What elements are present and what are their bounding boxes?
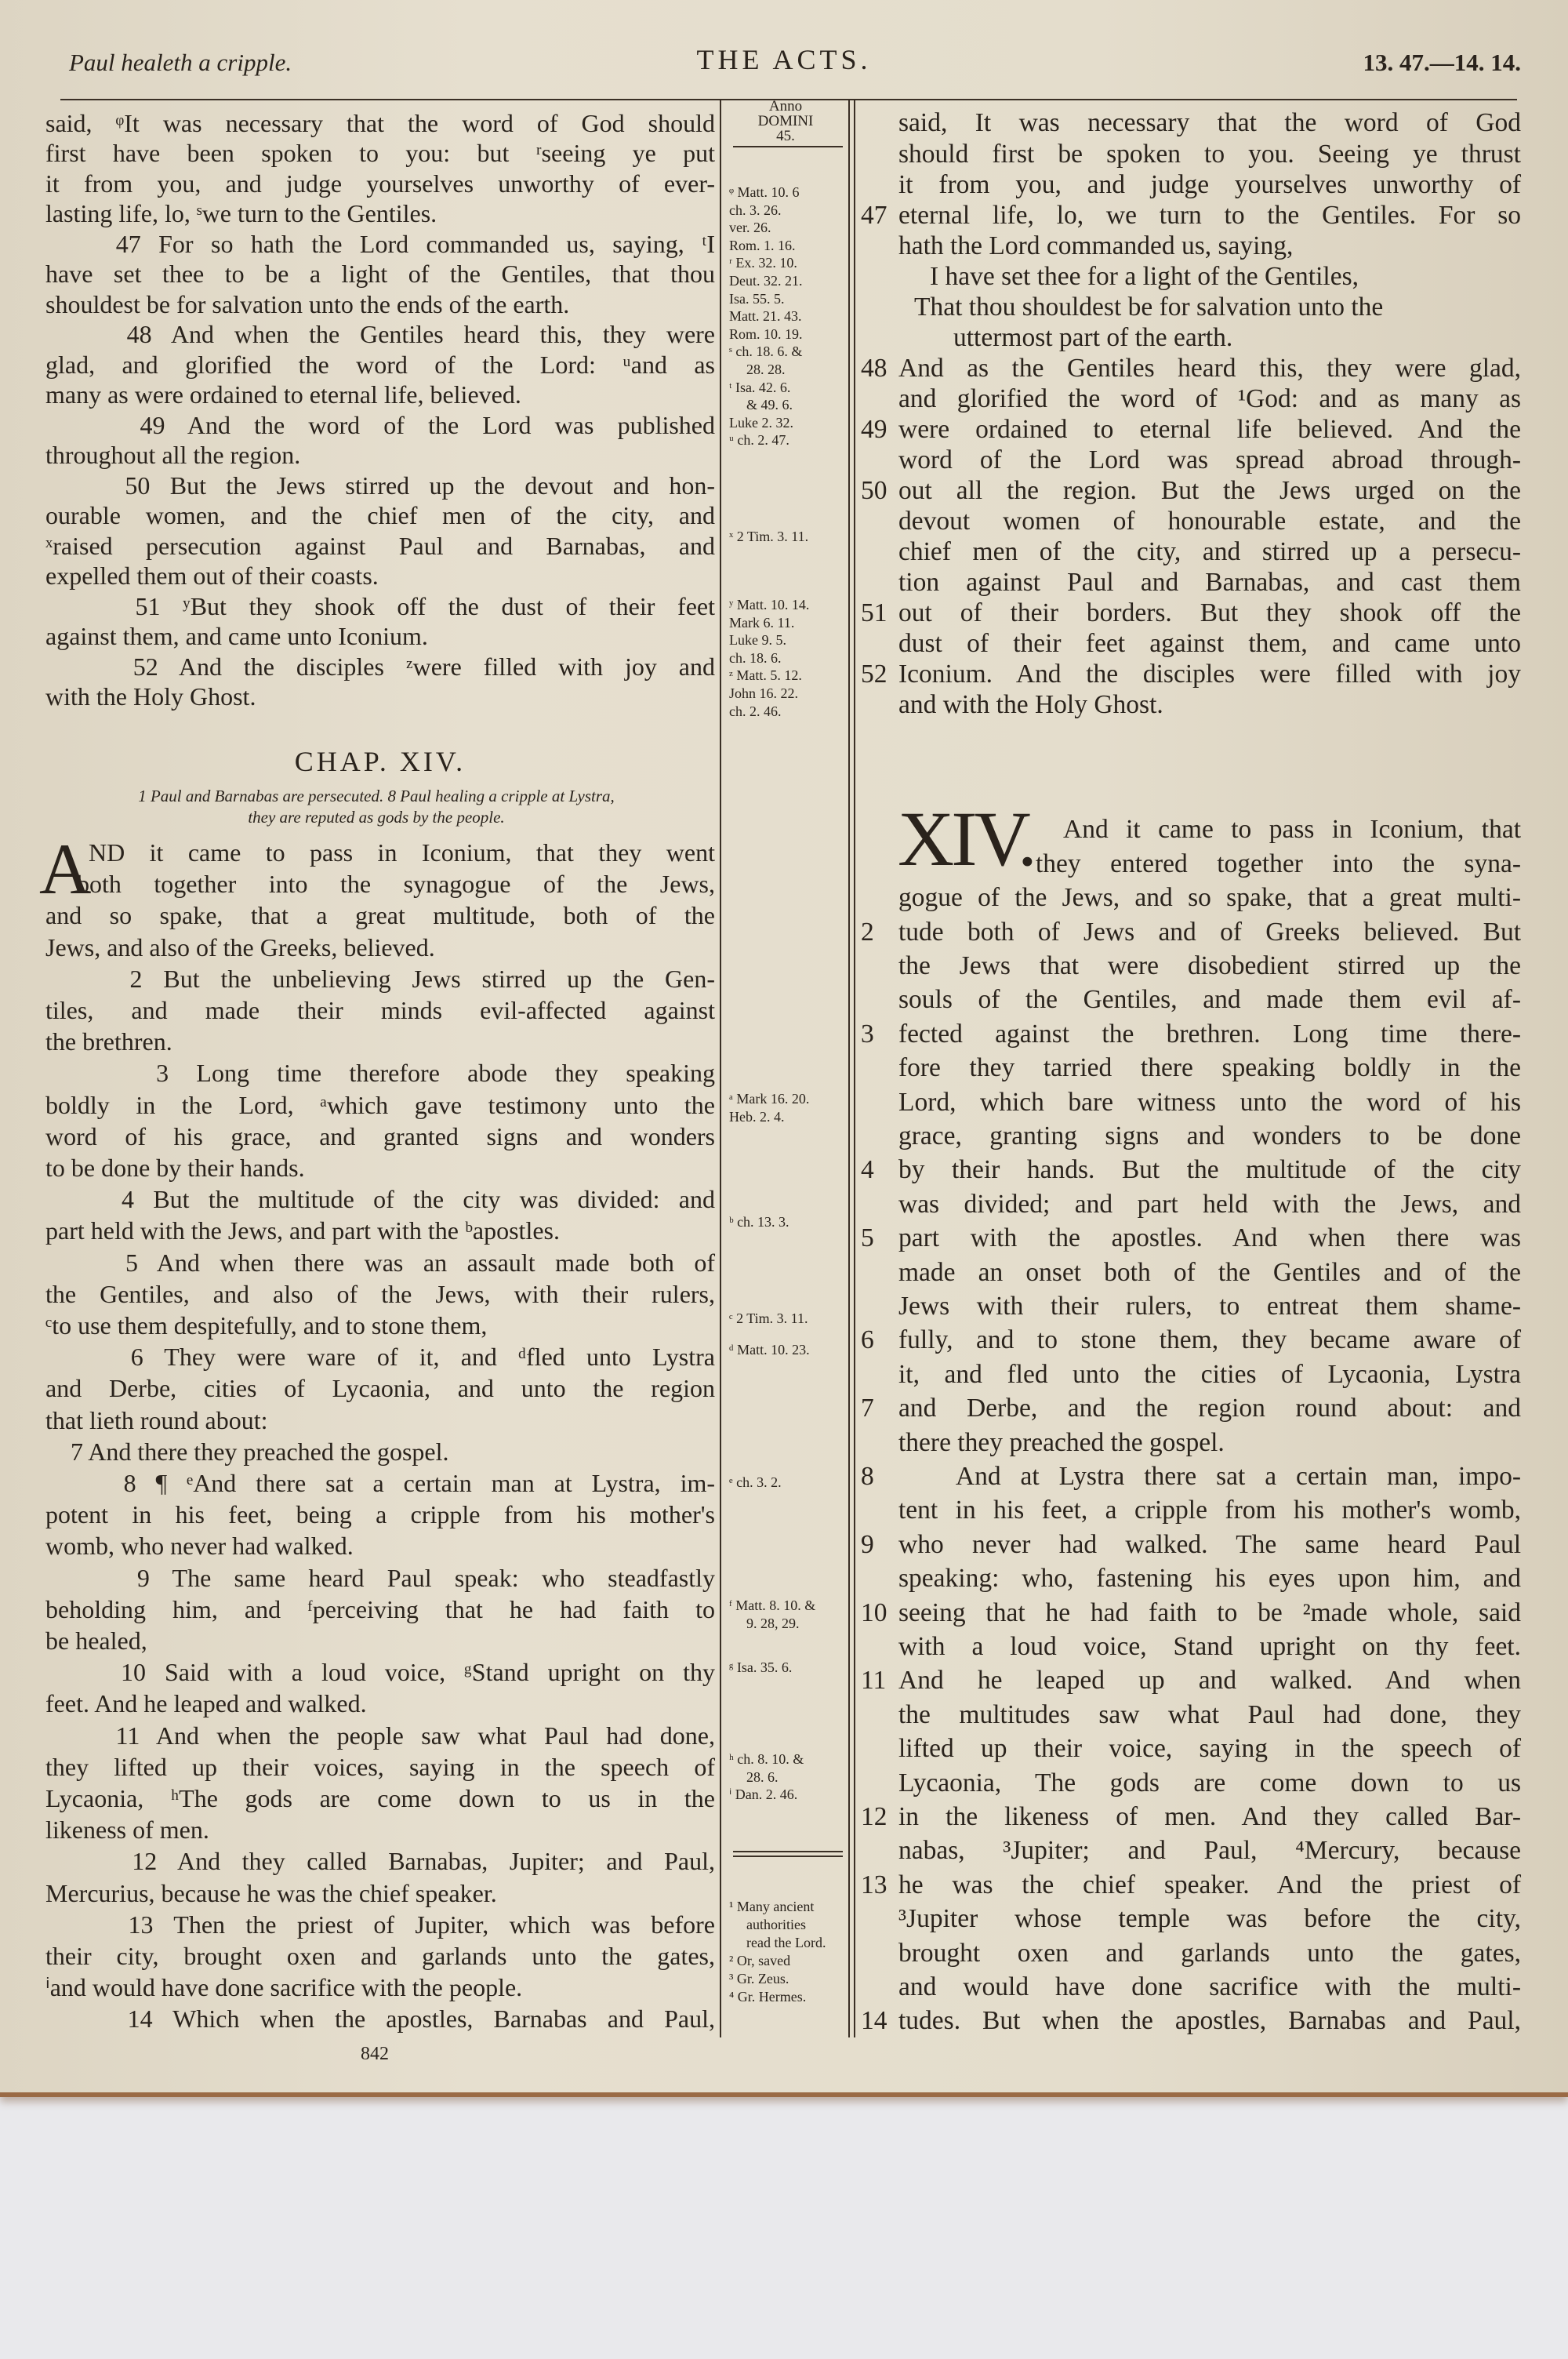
text-line: gogue of the Jews, and so spake, that a great multi- — [898, 883, 1521, 913]
footnote: ³ Gr. Zeus. — [729, 1971, 789, 1986]
cross-reference: Luke 2. 32. — [729, 414, 793, 431]
text-line: likeness of men. — [45, 1816, 209, 1845]
text-line: And as the Gentiles heard this, they were glad, — [898, 353, 1521, 383]
text-line: and Derbe, and the region round about: and — [898, 1394, 1521, 1423]
text-line: 4 But the multitude of the city was divided: and — [45, 1185, 715, 1214]
text-line: hath the Lord commanded us, saying, — [898, 231, 1294, 260]
text-line: should first be spoken to you. Seeing ye thrust — [898, 139, 1521, 169]
cross-reference: ᵉ ch. 3. 2. — [729, 1474, 782, 1490]
cross-reference: ch. 18. 6. — [729, 649, 782, 666]
verse-number: 14 — [861, 2006, 887, 2036]
text-line: ³Jupiter whose temple was before the city, — [898, 1904, 1521, 1934]
text-line: part with the apostles. And when there was — [898, 1223, 1521, 1253]
cross-reference: ⁱ Dan. 2. 46. — [729, 1787, 798, 1803]
text-line: were ordained to eternal life believed. And the — [898, 414, 1521, 444]
text-line: 49 And the word of the Lord was published — [45, 410, 715, 439]
cross-reference: ᶜ 2 Tim. 3. 11. — [729, 1310, 808, 1326]
drop-cap: A — [39, 829, 92, 909]
text-line: uttermost part of the earth. — [953, 322, 1233, 352]
text-line: And it came to pass in Iconium, that — [1063, 815, 1521, 845]
text-line: it from you, and judge yourselves unworthy of ever- — [45, 169, 715, 198]
text-line: 2 But the unbelieving Jews stirred up the Gen- — [45, 964, 715, 993]
footnote: ⁴ Gr. Hermes. — [729, 1989, 807, 2005]
text-line: ⁱand would have done sacrifice with the people. — [45, 1973, 523, 2002]
cross-reference: Mark 6. 11. — [729, 614, 795, 631]
verse-number: 5 — [861, 1223, 874, 1253]
text-line: the brethren. — [45, 1027, 172, 1056]
cross-reference: Deut. 32. 21. — [729, 273, 803, 289]
text-line: fully, and to stone them, they became aware of — [898, 1325, 1521, 1355]
verse-number: 12 — [861, 1801, 887, 1831]
text-line: they entered together into the syna- — [1036, 849, 1521, 878]
text-line: I have set thee for a light of the Gentiles, — [930, 261, 1359, 291]
text-line: tiles, and made their minds evil-affected against — [45, 995, 715, 1024]
text-line: 51 ʸBut they shook off the dust of their feet — [45, 591, 715, 620]
text-line: was divided; and part held with the Jews, and — [898, 1189, 1521, 1219]
text-line: seeing that he had faith to be ²made whole, said — [898, 1598, 1521, 1627]
text-line: fected against the brethren. Long time there- — [898, 1019, 1521, 1049]
cross-reference: ˣ 2 Tim. 3. 11. — [729, 529, 809, 544]
text-line: expelled them out of their coasts. — [45, 562, 379, 591]
cross-reference: ᵠ Matt. 10. 6 — [729, 184, 800, 200]
cross-reference: Luke 9. 5. — [729, 632, 786, 649]
footnote: ¹ Many ancient — [729, 1899, 815, 1914]
cross-reference: ʰ ch. 8. 10. & — [729, 1751, 804, 1767]
text-line: Lycaonia, ʰThe gods are come down to us in the — [45, 1783, 715, 1812]
text-line: the Jews that were disobedient stirred up the — [898, 951, 1521, 980]
text-line: and so spake, that a great multitude, both of the — [45, 901, 715, 930]
text-line: with a loud voice, Stand upright on thy feet. — [898, 1631, 1521, 1661]
footnote-rule — [733, 1851, 843, 1852]
verse-number: 7 — [861, 1394, 874, 1423]
text-line: out of their borders. But they shook off the — [898, 598, 1521, 628]
text-line: 6 They were ware of it, and ᵈfled unto Lystra — [45, 1343, 715, 1372]
text-line: 47 For so hath the Lord commanded us, saying, ᵗI — [45, 229, 715, 258]
text-line: first have been spoken to you: but ʳseeing ye put — [45, 139, 715, 168]
text-line: tent in his feet, a cripple from his mother's womb, — [898, 1496, 1521, 1525]
text-line: 13 Then the priest of Jupiter, which was before — [45, 1910, 715, 1939]
chapter-verse-reference: 13. 47.—14. 14. — [1363, 49, 1521, 76]
text-line: 7 And there they preached the gospel. — [45, 1437, 449, 1466]
text-line: tudes. But when the apostles, Barnabas and Paul, — [898, 2006, 1521, 2036]
text-line: fore they tarried there speaking boldly in the — [898, 1053, 1521, 1083]
cross-reference: ʳ Ex. 32. 10. — [729, 255, 797, 271]
text-line: said, It was necessary that the word of God — [898, 108, 1521, 138]
text-line: speaking: who, fastening his eyes upon him, and — [898, 1564, 1521, 1594]
text-line: Lord, which bare witness unto the word of his — [898, 1087, 1521, 1117]
text-line: 14 Which when the apostles, Barnabas and Paul, — [45, 2005, 715, 2034]
text-line: 8 ¶ ᵉAnd there sat a certain man at Lystra, im- — [45, 1468, 715, 1497]
chapter-summary-line: they are reputed as gods by the people. — [248, 808, 505, 827]
text-line: 48 And when the Gentiles heard this, they were — [45, 320, 715, 349]
footnote: ² Or, saved — [729, 1953, 791, 1968]
text-line: 10 Said with a loud voice, ᵍStand upright on thy — [45, 1658, 715, 1687]
text-line: Lycaonia, The gods are come down to us — [898, 1768, 1521, 1797]
verse-number: 50 — [861, 476, 887, 506]
text-line: who never had walked. The same heard Paul — [898, 1529, 1521, 1559]
text-line: throughout all the region. — [45, 441, 301, 470]
verse-number: 13 — [861, 1870, 887, 1899]
text-line: shouldest be for salvation unto the ends of the earth. — [45, 289, 570, 318]
text-line: ˣraised persecution against Paul and Barnabas, and — [45, 531, 715, 560]
text-line: and glorified the word of ¹God: and as many as — [898, 383, 1521, 413]
text-line: word of the Lord was spread abroad through- — [898, 445, 1521, 475]
text-line: womb, who never had walked. — [45, 1532, 354, 1561]
verse-number: 6 — [861, 1325, 874, 1355]
cross-reference: ᵗ Isa. 42. 6. — [729, 379, 791, 395]
text-line: beholding him, and ᶠperceiving that he had faith to — [45, 1594, 715, 1623]
book-title: THE ACTS. — [696, 44, 872, 75]
cross-reference: & 49. 6. — [746, 397, 793, 413]
footnote-rule — [733, 1856, 843, 1857]
text-line: it from you, and judge yourselves unworthy of — [898, 169, 1521, 199]
text-line: to be done by their hands. — [45, 1153, 305, 1182]
text-line: the Gentiles, and also of the Jews, with their rulers, — [45, 1279, 715, 1308]
text-line: and with the Holy Ghost. — [898, 690, 1163, 720]
cross-reference: Heb. 2. 4. — [729, 1108, 785, 1125]
cross-reference: Rom. 1. 16. — [729, 237, 796, 253]
verse-number: 52 — [861, 660, 887, 689]
text-line: Jews with their rulers, to entreat them shame- — [898, 1291, 1521, 1321]
verse-number: 49 — [861, 414, 887, 444]
text-line: dust of their feet against them, and came unto — [898, 629, 1521, 659]
text-line: there they preached the gospel. — [898, 1427, 1225, 1457]
text-line: And he leaped up and walked. And when — [898, 1666, 1521, 1696]
verse-number: 47 — [861, 200, 887, 230]
text-line: brought oxen and garlands unto the gates, — [898, 1938, 1521, 1968]
text-line: many as were ordained to eternal life, believed. — [45, 380, 521, 409]
column-rule-right-a — [848, 100, 850, 2037]
chapter-heading: CHAP. XIV. — [294, 746, 466, 777]
verse-number: 3 — [861, 1019, 874, 1049]
text-line: ourable women, and the chief men of the city, and — [45, 501, 715, 530]
text-line: devout women of honourable estate, and the — [898, 507, 1521, 536]
text-line: in the likeness of men. And they called Bar- — [898, 1801, 1521, 1831]
text-line: Jews, and also of the Greeks, believed. — [45, 932, 435, 961]
text-line: and Derbe, cities of Lycaonia, and unto the region — [45, 1374, 715, 1403]
chapter-numeral: XIV. — [898, 795, 1034, 882]
cross-reference: 28. 6. — [746, 1768, 779, 1785]
text-line: tion against Paul and Barnabas, and cast them — [898, 568, 1521, 598]
text-line: that lieth round about: — [45, 1405, 268, 1434]
text-line: and would have done sacrifice with the multi- — [898, 1972, 1521, 2001]
domini-label: DOMINI — [757, 113, 814, 129]
cross-reference: Matt. 21. 43. — [729, 308, 802, 325]
text-line: said, ᵠIt was necessary that the word of God should — [45, 108, 715, 137]
cross-reference: ᵃ Mark 16. 20. — [729, 1091, 810, 1107]
cross-reference: ᶻ Matt. 5. 12. — [729, 667, 802, 684]
text-line: by their hands. But the multitude of the city — [898, 1155, 1521, 1185]
text-line: ᶜto use them despitefully, and to stone them, — [45, 1310, 488, 1339]
column-rule-right-b — [854, 100, 855, 2037]
text-line: he was the chief speaker. And the priest of — [898, 1870, 1521, 1899]
verse-number: 48 — [861, 353, 887, 383]
cross-reference: John 16. 22. — [729, 685, 799, 701]
text-line: out all the region. But the Jews urged on the — [898, 476, 1521, 506]
cross-reference: ᵈ Matt. 10. 23. — [729, 1342, 810, 1358]
column-rule-left — [720, 100, 721, 2037]
text-line: their city, brought oxen and garlands unto the gates, — [45, 1941, 715, 1970]
text-line: lasting life, lo, ˢwe turn to the Gentiles. — [45, 199, 437, 228]
cross-reference: ch. 3. 26. — [729, 202, 782, 218]
text-line: potent in his feet, being a cripple from his mother's — [45, 1500, 715, 1529]
text-line: glad, and glorified the word of the Lord: ᵘand as — [45, 350, 715, 379]
verse-number: 4 — [861, 1155, 874, 1185]
text-line: grace, granting signs and wonders to be done — [898, 1121, 1521, 1150]
anno-label: Anno — [768, 98, 803, 114]
text-line: tude both of Jews and of Greeks believed. But — [898, 917, 1521, 947]
cross-reference: ᵇ ch. 13. 3. — [729, 1214, 789, 1230]
text-line: ND it came to pass in Iconium, that they went — [89, 838, 715, 867]
cross-reference: 9. 28, 29. — [746, 1615, 800, 1631]
cross-reference: ᶠ Matt. 8. 10. & — [729, 1598, 816, 1613]
cross-reference: ᵘ ch. 2. 47. — [729, 432, 789, 449]
verse-number: 8 — [861, 1461, 874, 1491]
text-line: That thou shouldest be for salvation unto the — [914, 292, 1384, 322]
cross-reference: ˢ ch. 18. 6. & — [729, 343, 803, 360]
text-line: chief men of the city, and stirred up a persecu- — [898, 537, 1521, 567]
running-head: Paul healeth a cripple. — [69, 49, 292, 76]
verse-number: 51 — [861, 598, 887, 628]
text-line: boldly in the Lord, ᵃwhich gave testimony unto the — [45, 1090, 715, 1119]
cross-reference: Isa. 55. 5. — [729, 290, 785, 307]
text-line: And at Lystra there sat a certain man, impo- — [898, 1461, 1521, 1491]
text-line: 52 And the disciples ᶻwere filled with joy and — [45, 652, 715, 681]
text-line: part held with the Jews, and part with the ᵇapostles. — [45, 1216, 560, 1245]
text-line: 9 The same heard Paul speak: who steadfastly — [45, 1563, 715, 1592]
text-line: feet. And he leaped and walked. — [45, 1689, 367, 1718]
cross-reference: ch. 2. 46. — [729, 703, 782, 719]
cross-reference: ver. 26. — [729, 220, 771, 236]
text-line: eternal life, lo, we turn to the Gentiles. For so — [898, 200, 1521, 230]
page-number: 842 — [361, 2044, 389, 2064]
text-line: 50 But the Jews stirred up the devout and hon- — [45, 471, 715, 500]
verse-number: 9 — [861, 1529, 874, 1559]
cross-reference: Rom. 10. 19. — [729, 325, 803, 342]
anno-domini — [723, 99, 848, 144]
text-line: the multitudes saw what Paul had done, they — [898, 1699, 1521, 1729]
text-line: both together into the synagogue of the Jews, — [77, 870, 715, 899]
cross-reference: 28. 28. — [746, 362, 786, 377]
footnote: authorities — [746, 1917, 806, 1932]
footnote: read the Lord. — [746, 1935, 826, 1950]
verse-number: 11 — [861, 1666, 887, 1696]
verse-number: 2 — [861, 917, 874, 947]
year: 45. — [776, 128, 795, 144]
chapter-summary-line: 1 Paul and Barnabas are persecuted. 8 Paul healing a cripple at Lystra, — [138, 787, 615, 805]
text-line: be healed, — [45, 1626, 147, 1655]
cross-reference: ʸ Matt. 10. 14. — [729, 597, 810, 612]
text-line: 11 And when the people saw what Paul had done, — [45, 1721, 715, 1750]
cross-reference: ᵍ Isa. 35. 6. — [729, 1659, 793, 1675]
verse-number: 10 — [861, 1598, 887, 1627]
text-line: with the Holy Ghost. — [45, 682, 256, 711]
text-line: 3 Long time therefore abode they speaking — [45, 1059, 715, 1088]
text-line: Mercurius, because he was the chief speaker. — [45, 1878, 497, 1907]
text-line: word of his grace, and granted signs and wonders — [45, 1121, 715, 1150]
text-line: nabas, ³Jupiter; and Paul, ⁴Mercury, because — [898, 1836, 1521, 1866]
text-line: lifted up their voice, saying in the speech of — [898, 1734, 1521, 1764]
anno-rule — [733, 146, 843, 147]
text-line: 12 And they called Barnabas, Jupiter; and Paul, — [45, 1847, 715, 1876]
text-line: have set thee to be a light of the Gentiles, that thou — [45, 260, 715, 289]
text-line: 5 And when there was an assault made both of — [45, 1248, 715, 1277]
text-line: made an onset both of the Gentiles and of the — [898, 1257, 1521, 1287]
text-line: against them, and came unto Iconium. — [45, 622, 428, 651]
text-line: Iconium. And the disciples were filled with joy — [898, 660, 1521, 689]
text-line: souls of the Gentiles, and made them evil af- — [898, 985, 1521, 1015]
text-line: it, and fled unto the cities of Lycaonia, Lystra — [898, 1359, 1521, 1389]
text-line: they lifted up their voices, saying in the speech of — [45, 1752, 715, 1781]
